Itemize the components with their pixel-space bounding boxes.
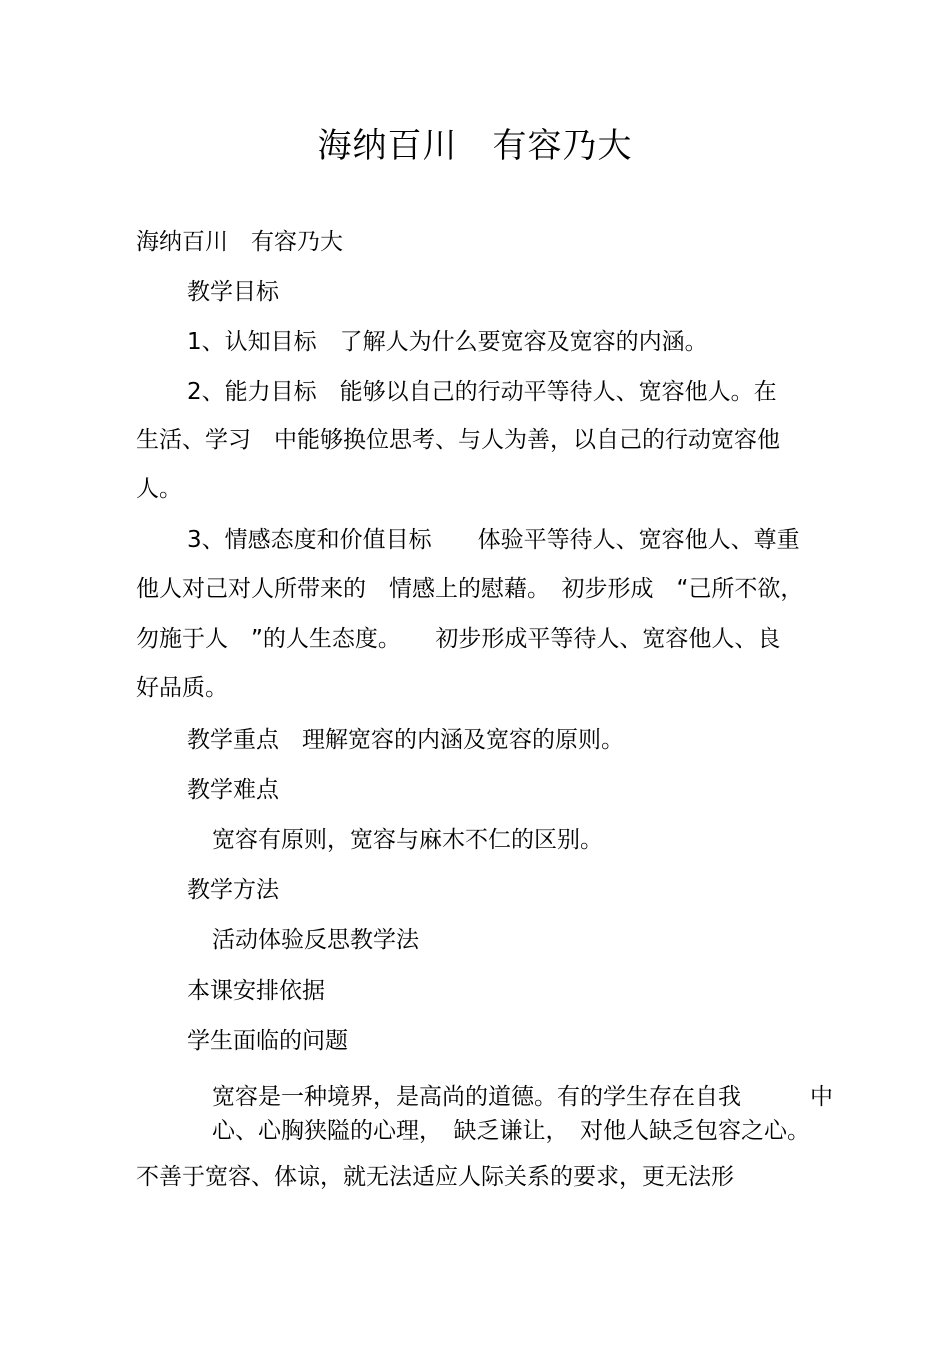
subtitle-line: 海纳百川 有容乃大 — [136, 229, 343, 255]
problems-line-3: 不善于宽容、体谅，就无法适应人际关系的要求，更无法形 — [136, 1164, 734, 1190]
section-heading-objectives: 教学目标 — [187, 279, 279, 305]
section-key-points: 教学重点 理解宽容的内涵及宽容的原则。 — [187, 727, 624, 753]
problems-line-1: 宽容是一种境界，是高尚的道德。有的学生存在自我 中 — [212, 1084, 833, 1110]
objective-ability-line-2: 生活、学习 中能够换位思考、与人为善，以自己的行动宽容他 — [136, 427, 780, 453]
difficulties-text: 宽容有原则，宽容与麻木不仁的区别。 — [212, 827, 603, 853]
section-methods: 教学方法 — [187, 877, 279, 903]
section-difficulties: 教学难点 — [187, 777, 279, 803]
objective-emotion-line-3: 勿施于人 ”的人生态度。 初步形成平等待人、宽容他人、良 — [136, 626, 781, 652]
section-student-problems: 学生面临的问题 — [187, 1028, 348, 1054]
objective-ability-line-1: 2、能力目标 能够以自己的行动平等待人、宽容他人。在 — [187, 379, 777, 405]
objective-ability-line-3: 人。 — [136, 476, 182, 502]
objective-emotion-line-1: 3、情感态度和价值目标 体验平等待人、宽容他人、尊重 — [187, 527, 800, 553]
objective-emotion-line-4: 好品质。 — [136, 675, 228, 701]
objective-cognitive: 1、认知目标 了解人为什么要宽容及宽容的内涵。 — [187, 329, 708, 355]
document-title: 海纳百川 有容乃大 — [317, 126, 633, 166]
section-basis: 本课安排依据 — [187, 978, 325, 1004]
problems-line-2: 心、心胸狭隘的心理， 缺乏谦让， 对他人缺乏包容之心。 — [212, 1118, 810, 1144]
methods-text: 活动体验反思教学法 — [212, 927, 419, 953]
objective-emotion-line-2: 他人对己对人所带来的 情感上的慰藉。 初步形成 “己所不欲， — [136, 576, 804, 602]
